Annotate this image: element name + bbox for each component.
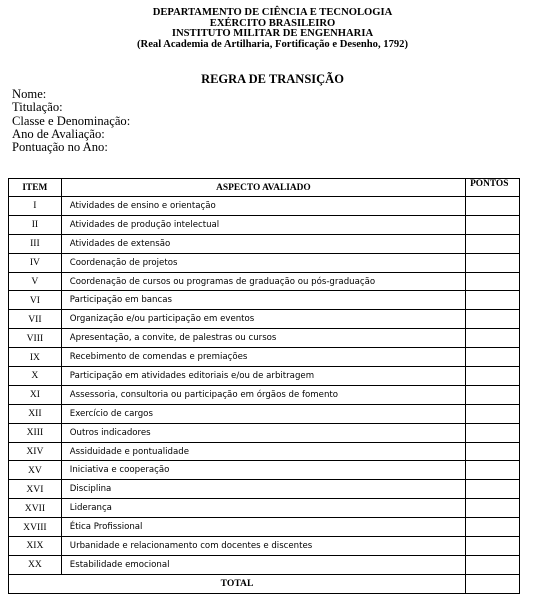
points-cell[interactable] (466, 197, 520, 216)
aspect-label: Assessoria, consultoria ou participação em órgãos de fomento (61, 385, 465, 404)
table-row (9, 310, 520, 329)
points-cell[interactable] (466, 404, 520, 423)
aspect-label: Exercício de cargos (61, 404, 465, 423)
aspect-label: Disciplina (61, 480, 465, 499)
points-cell[interactable] (466, 310, 520, 329)
points-cell[interactable] (466, 385, 520, 404)
item-number: XII (9, 404, 62, 423)
header-academy: (Real Academia de Artilharia, Fortificação e Desenho, 1792) (137, 38, 408, 50)
points-cell[interactable] (466, 272, 520, 291)
table-row (9, 555, 520, 574)
item-number: VIII (9, 329, 62, 348)
aspect-label: Participação em atividades editoriais e/ou de arbitragem (61, 367, 465, 386)
points-cell[interactable] (466, 461, 520, 480)
evaluation-table (8, 178, 520, 594)
item-number: XIV (9, 442, 62, 461)
identification-fields (12, 88, 130, 154)
points-column-header: PONTOS (466, 179, 520, 197)
field-year: Ano de Avaliação: (12, 126, 105, 141)
table-row (9, 197, 520, 216)
aspect-label: Liderança (61, 499, 465, 518)
table-row (9, 518, 520, 537)
item-number: I (9, 197, 62, 216)
item-number: XV (9, 461, 62, 480)
points-cell[interactable] (466, 234, 520, 253)
item-number: III (9, 234, 62, 253)
table-header-row (9, 179, 520, 197)
document-header (0, 8, 545, 50)
table-row (9, 272, 520, 291)
points-cell[interactable] (466, 480, 520, 499)
table-row (9, 499, 520, 518)
points-cell[interactable] (466, 291, 520, 310)
item-number: X (9, 367, 62, 386)
header-army: EXÉRCITO BRASILEIRO (209, 17, 336, 29)
field-name: Nome: (12, 87, 47, 101)
table-row (9, 291, 520, 310)
table-row (9, 385, 520, 404)
aspect-label: Coordenação de projetos (61, 253, 465, 272)
points-cell[interactable] (466, 253, 520, 272)
item-number: V (9, 272, 62, 291)
field-title: Titulação: (12, 100, 63, 115)
item-number: VI (9, 291, 62, 310)
aspect-label: Ética Profissional (61, 518, 465, 537)
aspect-label: Organização e/ou participação em eventos (61, 310, 465, 329)
points-cell[interactable] (466, 215, 520, 234)
item-number: VII (9, 310, 62, 329)
aspect-label: Recebimento de comendas e premiações (61, 348, 465, 367)
points-cell[interactable] (466, 348, 520, 367)
item-column-header: ITEM (9, 179, 62, 197)
aspect-label: Apresentação, a convite, de palestras ou cursos (61, 329, 465, 348)
table-row (9, 253, 520, 272)
field-score: Pontuação no Ano: (12, 140, 108, 155)
aspect-label: Estabilidade emocional (61, 555, 465, 574)
aspect-label: Assiduidade e pontualidade (61, 442, 465, 461)
total-label: TOTAL (9, 574, 466, 593)
table-row (9, 537, 520, 556)
points-cell[interactable] (466, 518, 520, 537)
aspect-label: Atividades de ensino e orientação (61, 197, 465, 216)
total-points-cell[interactable] (466, 574, 520, 593)
item-number: XVI (9, 480, 62, 499)
points-cell[interactable] (466, 537, 520, 556)
item-number: XI (9, 385, 62, 404)
aspect-label: Participação em bancas (61, 291, 465, 310)
table-row (9, 367, 520, 386)
aspect-label: Outros indicadores (61, 423, 465, 442)
item-number: XIII (9, 423, 62, 442)
table-row (9, 234, 520, 253)
points-cell[interactable] (466, 499, 520, 518)
aspect-label: Coordenação de cursos ou programas de graduação ou pós-graduação (61, 272, 465, 291)
aspect-label: Atividades de produção intelectual (61, 215, 465, 234)
table-row (9, 329, 520, 348)
field-class: Classe e Denominação: (12, 113, 131, 128)
item-number: IX (9, 348, 62, 367)
table-row (9, 480, 520, 499)
item-number: XVII (9, 499, 62, 518)
points-cell[interactable] (466, 367, 520, 386)
aspect-label: Urbanidade e relacionamento com docentes e discentes (61, 537, 465, 556)
points-cell[interactable] (466, 555, 520, 574)
table-row (9, 348, 520, 367)
total-row (9, 574, 520, 593)
table-body (9, 197, 520, 575)
points-cell[interactable] (466, 442, 520, 461)
document-title: REGRA DE TRANSIÇÃO (201, 72, 344, 86)
header-department: DEPARTAMENTO DE CIÊNCIA E TECNOLOGIA (152, 7, 393, 18)
table-row (9, 461, 520, 480)
item-number: II (9, 215, 62, 234)
item-number: XVIII (9, 518, 62, 537)
points-cell[interactable] (466, 329, 520, 348)
points-cell[interactable] (466, 423, 520, 442)
aspect-label: Iniciativa e cooperação (61, 461, 465, 480)
aspect-label: Atividades de extensão (61, 234, 465, 253)
table-row (9, 404, 520, 423)
item-number: IV (9, 253, 62, 272)
item-number: XX (9, 555, 62, 574)
header-institute: INSTITUTO MILITAR DE ENGENHARIA (171, 28, 374, 40)
table-row (9, 442, 520, 461)
table-row (9, 215, 520, 234)
item-number: XIX (9, 537, 62, 556)
aspect-column-header: ASPECTO AVALIADO (61, 179, 465, 197)
table-row (9, 423, 520, 442)
